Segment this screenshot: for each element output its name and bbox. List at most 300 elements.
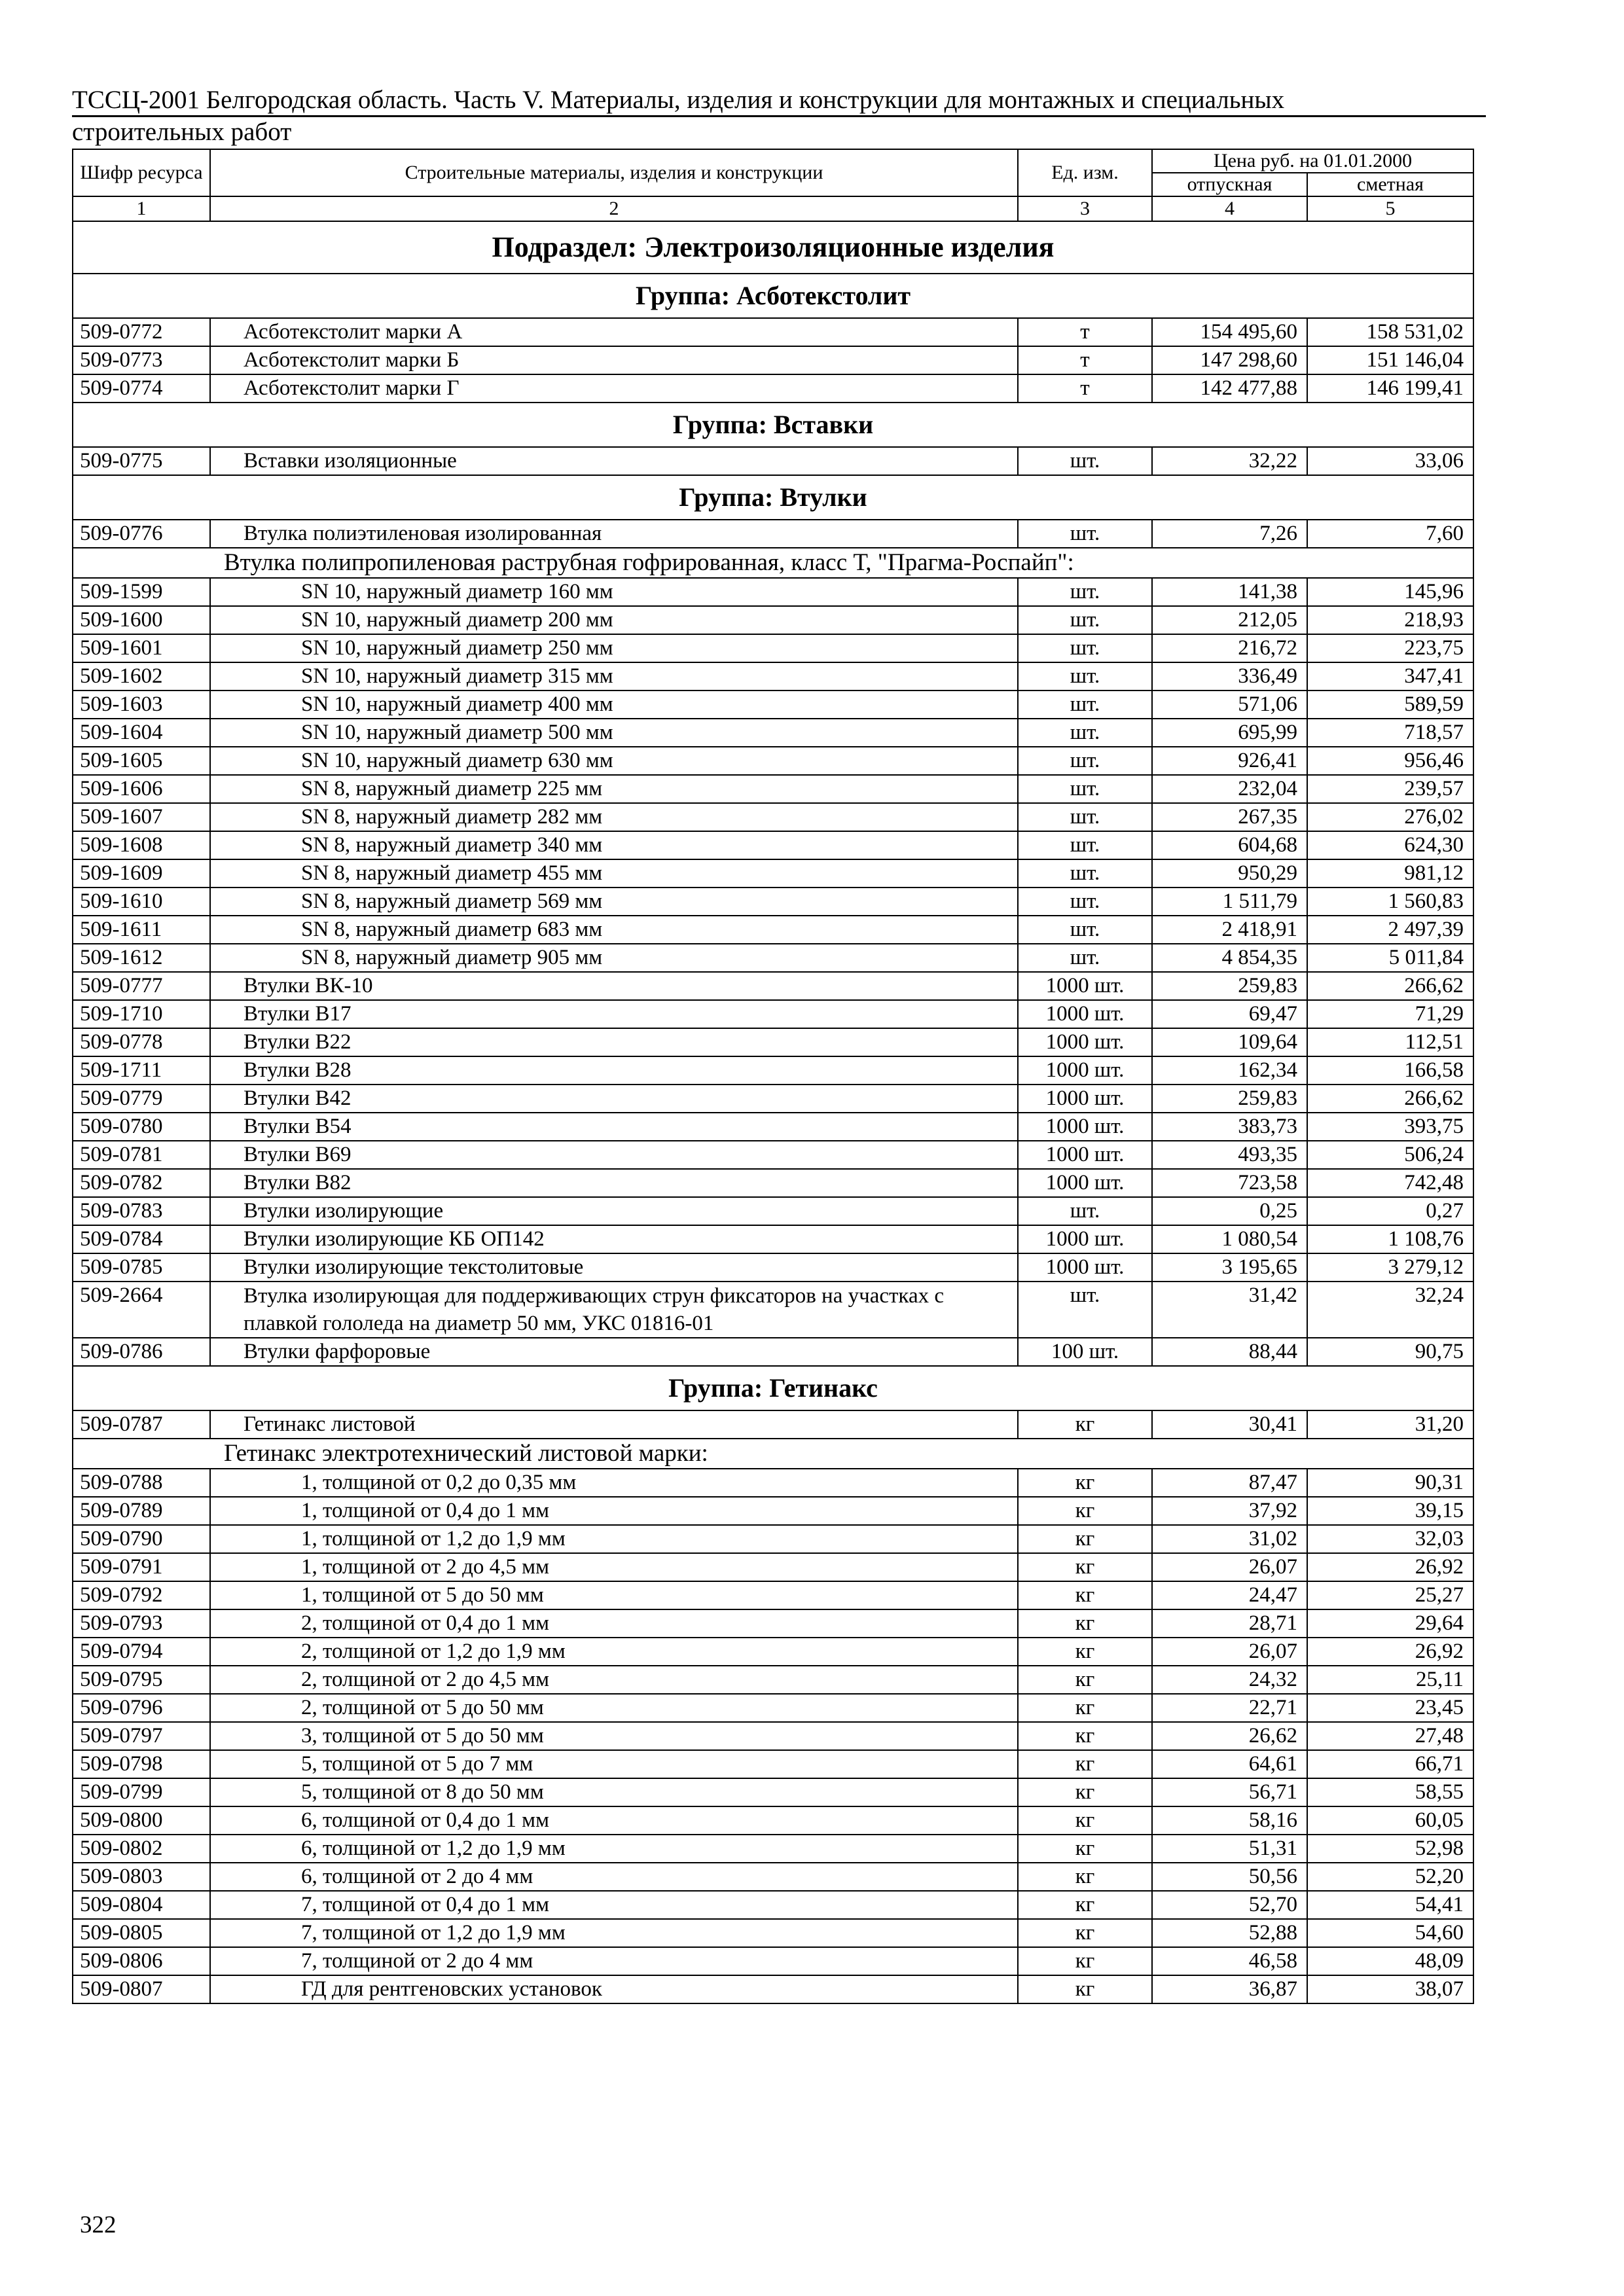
resource-code: 509-0787	[73, 1410, 210, 1439]
resource-code: 509-1610	[73, 888, 210, 916]
price-release: 28,71	[1152, 1609, 1307, 1638]
resource-code: 509-0807	[73, 1975, 210, 2003]
table-row	[73, 831, 1473, 859]
resource-code: 509-1603	[73, 691, 210, 719]
table-row	[73, 1000, 1473, 1028]
table-row	[73, 1778, 1473, 1806]
table-row	[73, 1085, 1473, 1113]
price-release: 87,47	[1152, 1469, 1307, 1497]
page-number: 322	[80, 2212, 117, 2238]
price-release: 232,04	[1152, 775, 1307, 803]
table-row	[73, 1141, 1473, 1169]
column-number: 5	[1307, 196, 1473, 221]
resource-code: 509-0794	[73, 1638, 210, 1666]
unit-of-measure: шт.	[1018, 447, 1152, 475]
unit-of-measure: 1000 шт.	[1018, 1169, 1152, 1197]
price-release: 259,83	[1152, 1085, 1307, 1113]
material-name: 1, толщиной от 0,4 до 1 мм	[210, 1497, 1018, 1525]
price-release: 52,70	[1152, 1891, 1307, 1919]
resource-code: 509-1608	[73, 831, 210, 859]
price-estimate: 52,98	[1307, 1835, 1473, 1863]
material-name: Втулки В54	[210, 1113, 1018, 1141]
price-estimate: 506,24	[1307, 1141, 1473, 1169]
column-header-price: Цена руб. на 01.01.2000	[1152, 149, 1473, 173]
unit-of-measure: кг	[1018, 1581, 1152, 1609]
price-estimate: 48,09	[1307, 1947, 1473, 1975]
unit-of-measure: 1000 шт.	[1018, 1000, 1152, 1028]
material-name: 2, толщиной от 0,4 до 1 мм	[210, 1609, 1018, 1638]
material-name: Втулки В82	[210, 1169, 1018, 1197]
table-row	[73, 374, 1473, 403]
material-name: SN 10, наружный диаметр 400 мм	[210, 691, 1018, 719]
table-row	[73, 859, 1473, 888]
material-name: SN 8, наружный диаметр 455 мм	[210, 859, 1018, 888]
material-name: 3, толщиной от 5 до 50 мм	[210, 1722, 1018, 1750]
resource-code: 509-0803	[73, 1863, 210, 1891]
resource-code: 509-0806	[73, 1947, 210, 1975]
price-release: 46,58	[1152, 1947, 1307, 1975]
price-estimate: 981,12	[1307, 859, 1473, 888]
price-estimate: 60,05	[1307, 1806, 1473, 1835]
table-row	[73, 1338, 1473, 1366]
price-release: 26,62	[1152, 1722, 1307, 1750]
price-estimate: 146 199,41	[1307, 374, 1473, 403]
unit-of-measure: кг	[1018, 1722, 1152, 1750]
material-name: SN 8, наружный диаметр 905 мм	[210, 944, 1018, 972]
table-row	[73, 578, 1473, 606]
price-release: 2 418,91	[1152, 916, 1307, 944]
unit-of-measure: кг	[1018, 1410, 1152, 1439]
price-release: 56,71	[1152, 1778, 1307, 1806]
price-release: 604,68	[1152, 831, 1307, 859]
price-estimate: 718,57	[1307, 719, 1473, 747]
table-row	[73, 972, 1473, 1000]
unit-of-measure: шт.	[1018, 691, 1152, 719]
price-estimate: 32,24	[1307, 1282, 1473, 1338]
subsection-header	[73, 221, 1473, 274]
table-row	[73, 1750, 1473, 1778]
document-title-line1: ТССЦ-2001 Белгородская область. Часть V. Материалы, изделия и конструкции для монтажных и специальных	[72, 85, 1486, 117]
resource-code: 509-1605	[73, 747, 210, 775]
resource-code: 509-0775	[73, 447, 210, 475]
group-title: Группа: Гетинакс	[73, 1366, 1473, 1410]
material-name: SN 10, наружный диаметр 200 мм	[210, 606, 1018, 634]
resource-code: 509-0779	[73, 1085, 210, 1113]
resource-code: 509-2664	[73, 1282, 210, 1338]
material-name: SN 10, наружный диаметр 315 мм	[210, 662, 1018, 691]
column-header-price-estimate: сметная	[1307, 173, 1473, 196]
price-release: 3 195,65	[1152, 1253, 1307, 1282]
item-subheader	[73, 548, 1473, 578]
price-estimate: 742,48	[1307, 1169, 1473, 1197]
table-row	[73, 916, 1473, 944]
resource-code: 509-1711	[73, 1056, 210, 1085]
price-release: 383,73	[1152, 1113, 1307, 1141]
material-name: 7, толщиной от 1,2 до 1,9 мм	[210, 1919, 1018, 1947]
price-estimate: 90,75	[1307, 1338, 1473, 1366]
price-estimate: 223,75	[1307, 634, 1473, 662]
material-name: SN 8, наружный диаметр 225 мм	[210, 775, 1018, 803]
table-row	[73, 1553, 1473, 1581]
group-header	[73, 403, 1473, 447]
price-release: 950,29	[1152, 859, 1307, 888]
table-row	[73, 1056, 1473, 1085]
unit-of-measure: шт.	[1018, 775, 1152, 803]
unit-of-measure: шт.	[1018, 634, 1152, 662]
table-row	[73, 1169, 1473, 1197]
price-estimate: 90,31	[1307, 1469, 1473, 1497]
table-row	[73, 1497, 1473, 1525]
material-name: Асботекстолит марки А	[210, 318, 1018, 346]
unit-of-measure: 1000 шт.	[1018, 1225, 1152, 1253]
price-estimate: 71,29	[1307, 1000, 1473, 1028]
group-header	[73, 274, 1473, 318]
price-estimate: 23,45	[1307, 1694, 1473, 1722]
material-name: Втулки В22	[210, 1028, 1018, 1056]
material-name: 6, толщиной от 2 до 4 мм	[210, 1863, 1018, 1891]
unit-of-measure: кг	[1018, 1891, 1152, 1919]
table-row	[73, 1666, 1473, 1694]
material-name: Втулка изолирующая для поддерживающих струн фиксаторов на участках с плавкой гололеда на диаметр 50 мм, УКС 01816-01	[210, 1282, 1018, 1338]
table-row	[73, 1891, 1473, 1919]
group-title: Группа: Вставки	[73, 403, 1473, 447]
price-estimate: 1 560,83	[1307, 888, 1473, 916]
table-row	[73, 1947, 1473, 1975]
price-estimate: 26,92	[1307, 1638, 1473, 1666]
price-estimate: 276,02	[1307, 803, 1473, 831]
unit-of-measure: шт.	[1018, 803, 1152, 831]
unit-of-measure: шт.	[1018, 606, 1152, 634]
material-name: Втулки изолирующие КБ ОП142	[210, 1225, 1018, 1253]
unit-of-measure: шт.	[1018, 831, 1152, 859]
resource-code: 509-1609	[73, 859, 210, 888]
resource-code: 509-0780	[73, 1113, 210, 1141]
table-row	[73, 719, 1473, 747]
price-release: 1 080,54	[1152, 1225, 1307, 1253]
material-name: Втулки изолирующие текстолитовые	[210, 1253, 1018, 1282]
unit-of-measure: кг	[1018, 1638, 1152, 1666]
material-name: 2, толщиной от 1,2 до 1,9 мм	[210, 1638, 1018, 1666]
price-release: 109,64	[1152, 1028, 1307, 1056]
table-row	[73, 520, 1473, 548]
price-release: 50,56	[1152, 1863, 1307, 1891]
price-estimate: 66,71	[1307, 1750, 1473, 1778]
material-name: SN 10, наружный диаметр 160 мм	[210, 578, 1018, 606]
table-row	[73, 318, 1473, 346]
material-name: Асботекстолит марки Б	[210, 346, 1018, 374]
material-name: Втулка полиэтиленовая изолированная	[210, 520, 1018, 548]
table-row	[73, 1525, 1473, 1553]
price-estimate: 5 011,84	[1307, 944, 1473, 972]
group-title: Группа: Втулки	[73, 475, 1473, 520]
unit-of-measure: кг	[1018, 1609, 1152, 1638]
column-header-price-release: отпускная	[1152, 173, 1307, 196]
material-name: 1, толщиной от 1,2 до 1,9 мм	[210, 1525, 1018, 1553]
price-release: 37,92	[1152, 1497, 1307, 1525]
price-release: 36,87	[1152, 1975, 1307, 2003]
material-name: SN 8, наружный диаметр 282 мм	[210, 803, 1018, 831]
table-row	[73, 1197, 1473, 1225]
price-estimate: 151 146,04	[1307, 346, 1473, 374]
material-name: Втулки ВК-10	[210, 972, 1018, 1000]
unit-of-measure: шт.	[1018, 747, 1152, 775]
resource-code: 509-0796	[73, 1694, 210, 1722]
price-release: 162,34	[1152, 1056, 1307, 1085]
material-name: ГД для рентгеновских установок	[210, 1975, 1018, 2003]
unit-of-measure: кг	[1018, 1806, 1152, 1835]
price-release: 26,07	[1152, 1638, 1307, 1666]
resource-code: 509-0778	[73, 1028, 210, 1056]
resource-code: 509-1601	[73, 634, 210, 662]
unit-of-measure: шт.	[1018, 662, 1152, 691]
unit-of-measure: шт.	[1018, 520, 1152, 548]
subsection-title: Подраздел: Электроизоляционные изделия	[73, 221, 1473, 274]
price-release: 336,49	[1152, 662, 1307, 691]
price-release: 695,99	[1152, 719, 1307, 747]
unit-of-measure: кг	[1018, 1778, 1152, 1806]
material-name: 2, толщиной от 5 до 50 мм	[210, 1694, 1018, 1722]
resource-code: 509-0799	[73, 1778, 210, 1806]
unit-of-measure: кг	[1018, 1919, 1152, 1947]
price-estimate: 145,96	[1307, 578, 1473, 606]
table-row	[73, 1975, 1473, 2003]
resource-code: 509-0784	[73, 1225, 210, 1253]
resource-code: 509-0782	[73, 1169, 210, 1197]
item-subheader-title: Гетинакс электротехнический листовой марки:	[73, 1439, 1473, 1469]
column-header-code: Шифр ресурса	[73, 149, 210, 196]
unit-of-measure: кг	[1018, 1553, 1152, 1581]
unit-of-measure: т	[1018, 374, 1152, 403]
price-release: 147 298,60	[1152, 346, 1307, 374]
price-release: 216,72	[1152, 634, 1307, 662]
material-name: SN 8, наружный диаметр 340 мм	[210, 831, 1018, 859]
price-release: 24,47	[1152, 1581, 1307, 1609]
unit-of-measure: 1000 шт.	[1018, 1113, 1152, 1141]
unit-of-measure: кг	[1018, 1975, 1152, 2003]
table-row	[73, 1694, 1473, 1722]
price-release: 142 477,88	[1152, 374, 1307, 403]
table-row	[73, 1225, 1473, 1253]
resource-code: 509-0776	[73, 520, 210, 548]
resource-code: 509-1611	[73, 916, 210, 944]
material-name: Гетинакс листовой	[210, 1410, 1018, 1439]
price-estimate: 58,55	[1307, 1778, 1473, 1806]
price-release: 30,41	[1152, 1410, 1307, 1439]
price-estimate: 29,64	[1307, 1609, 1473, 1638]
group-title: Группа: Асботекстолит	[73, 274, 1473, 318]
table-row	[73, 662, 1473, 691]
unit-of-measure: кг	[1018, 1750, 1152, 1778]
price-estimate: 7,60	[1307, 520, 1473, 548]
price-release: 141,38	[1152, 578, 1307, 606]
table-row	[73, 1581, 1473, 1609]
table-row	[73, 1609, 1473, 1638]
price-estimate: 347,41	[1307, 662, 1473, 691]
price-release: 69,47	[1152, 1000, 1307, 1028]
unit-of-measure: кг	[1018, 1694, 1152, 1722]
table-row	[73, 1835, 1473, 1863]
price-release: 267,35	[1152, 803, 1307, 831]
resource-code: 509-1600	[73, 606, 210, 634]
table-row	[73, 1722, 1473, 1750]
price-estimate: 27,48	[1307, 1722, 1473, 1750]
price-release: 723,58	[1152, 1169, 1307, 1197]
unit-of-measure: кг	[1018, 1835, 1152, 1863]
price-estimate: 2 497,39	[1307, 916, 1473, 944]
resource-code: 509-0804	[73, 1891, 210, 1919]
unit-of-measure: кг	[1018, 1497, 1152, 1525]
column-header-unit: Ед. изм.	[1018, 149, 1152, 196]
resource-code: 509-1607	[73, 803, 210, 831]
unit-of-measure: т	[1018, 318, 1152, 346]
unit-of-measure: шт.	[1018, 719, 1152, 747]
material-name: Втулки В28	[210, 1056, 1018, 1085]
price-estimate: 3 279,12	[1307, 1253, 1473, 1282]
table-row	[73, 775, 1473, 803]
table-row	[73, 944, 1473, 972]
unit-of-measure: 1000 шт.	[1018, 1253, 1152, 1282]
resource-code: 509-0772	[73, 318, 210, 346]
price-release: 31,42	[1152, 1282, 1307, 1338]
unit-of-measure: 1000 шт.	[1018, 1085, 1152, 1113]
table-row	[73, 606, 1473, 634]
price-estimate: 624,30	[1307, 831, 1473, 859]
resource-code: 509-0773	[73, 346, 210, 374]
price-release: 4 854,35	[1152, 944, 1307, 972]
table-row	[73, 1638, 1473, 1666]
unit-of-measure: 1000 шт.	[1018, 1028, 1152, 1056]
material-name: SN 10, наружный диаметр 630 мм	[210, 747, 1018, 775]
price-estimate: 239,57	[1307, 775, 1473, 803]
group-header	[73, 475, 1473, 520]
material-name: 5, толщиной от 8 до 50 мм	[210, 1778, 1018, 1806]
material-name: 7, толщиной от 0,4 до 1 мм	[210, 1891, 1018, 1919]
table-row	[73, 1410, 1473, 1439]
unit-of-measure: 1000 шт.	[1018, 1141, 1152, 1169]
resource-code: 509-0774	[73, 374, 210, 403]
price-release: 51,31	[1152, 1835, 1307, 1863]
table-row	[73, 346, 1473, 374]
table-row	[73, 1863, 1473, 1891]
resource-code: 509-0789	[73, 1497, 210, 1525]
column-number: 3	[1018, 196, 1152, 221]
document-title-line2: строительных работ	[72, 118, 292, 146]
material-name: 6, толщиной от 0,4 до 1 мм	[210, 1806, 1018, 1835]
table-row	[73, 888, 1473, 916]
material-name: 1, толщиной от 5 до 50 мм	[210, 1581, 1018, 1609]
table-row	[73, 447, 1473, 475]
price-estimate: 31,20	[1307, 1410, 1473, 1439]
material-name: 1, толщиной от 0,2 до 0,35 мм	[210, 1469, 1018, 1497]
material-name: Втулки фарфоровые	[210, 1338, 1018, 1366]
resource-code: 509-0793	[73, 1609, 210, 1638]
price-release: 26,07	[1152, 1553, 1307, 1581]
resource-code: 509-1602	[73, 662, 210, 691]
price-release: 259,83	[1152, 972, 1307, 1000]
unit-of-measure: шт.	[1018, 1197, 1152, 1225]
price-estimate: 25,11	[1307, 1666, 1473, 1694]
resource-code: 509-0785	[73, 1253, 210, 1282]
table-row	[73, 747, 1473, 775]
column-number: 1	[73, 196, 210, 221]
item-subheader-title: Втулка полипропиленовая раструбная гофрированная, класс Т, "Прагма-Роспайп":	[73, 548, 1473, 578]
material-name: 1, толщиной от 2 до 4,5 мм	[210, 1553, 1018, 1581]
material-name: Втулки В17	[210, 1000, 1018, 1028]
resource-code: 509-0788	[73, 1469, 210, 1497]
table-row	[73, 1919, 1473, 1947]
table-row	[73, 1282, 1473, 1338]
price-estimate: 158 531,02	[1307, 318, 1473, 346]
resource-code: 509-0798	[73, 1750, 210, 1778]
price-estimate: 266,62	[1307, 972, 1473, 1000]
resource-code: 509-1612	[73, 944, 210, 972]
unit-of-measure: шт.	[1018, 888, 1152, 916]
column-numbers-row	[73, 196, 1473, 221]
material-name: SN 8, наружный диаметр 683 мм	[210, 916, 1018, 944]
table-row	[73, 691, 1473, 719]
unit-of-measure: шт.	[1018, 859, 1152, 888]
column-number: 2	[210, 196, 1018, 221]
material-name: 2, толщиной от 2 до 4,5 мм	[210, 1666, 1018, 1694]
resource-code: 509-0802	[73, 1835, 210, 1863]
material-name: Асботекстолит марки Г	[210, 374, 1018, 403]
unit-of-measure: шт.	[1018, 916, 1152, 944]
price-estimate: 393,75	[1307, 1113, 1473, 1141]
table-row	[73, 1806, 1473, 1835]
price-release: 0,25	[1152, 1197, 1307, 1225]
unit-of-measure: 1000 шт.	[1018, 1056, 1152, 1085]
item-subheader	[73, 1439, 1473, 1469]
resource-code: 509-0805	[73, 1919, 210, 1947]
material-name: Втулки В69	[210, 1141, 1018, 1169]
unit-of-measure: кг	[1018, 1525, 1152, 1553]
material-name: Втулки В42	[210, 1085, 1018, 1113]
material-name: 7, толщиной от 2 до 4 мм	[210, 1947, 1018, 1975]
price-release: 32,22	[1152, 447, 1307, 475]
table-row	[73, 634, 1473, 662]
unit-of-measure: шт.	[1018, 944, 1152, 972]
price-release: 31,02	[1152, 1525, 1307, 1553]
resource-code: 509-1604	[73, 719, 210, 747]
price-estimate: 218,93	[1307, 606, 1473, 634]
price-estimate: 54,41	[1307, 1891, 1473, 1919]
resource-code: 509-1710	[73, 1000, 210, 1028]
resource-code: 509-0783	[73, 1197, 210, 1225]
price-release: 571,06	[1152, 691, 1307, 719]
price-estimate: 33,06	[1307, 447, 1473, 475]
material-name: 5, толщиной от 5 до 7 мм	[210, 1750, 1018, 1778]
column-header-name: Строительные материалы, изделия и конструкции	[210, 149, 1018, 196]
unit-of-measure: 100 шт.	[1018, 1338, 1152, 1366]
material-name: SN 8, наружный диаметр 569 мм	[210, 888, 1018, 916]
price-estimate: 0,27	[1307, 1197, 1473, 1225]
price-release: 88,44	[1152, 1338, 1307, 1366]
price-release: 1 511,79	[1152, 888, 1307, 916]
price-estimate: 589,59	[1307, 691, 1473, 719]
price-estimate: 52,20	[1307, 1863, 1473, 1891]
price-release: 24,32	[1152, 1666, 1307, 1694]
resource-code: 509-1606	[73, 775, 210, 803]
price-release: 22,71	[1152, 1694, 1307, 1722]
table-row	[73, 1028, 1473, 1056]
resource-code: 509-0800	[73, 1806, 210, 1835]
price-estimate: 26,92	[1307, 1553, 1473, 1581]
resource-code: 509-0792	[73, 1581, 210, 1609]
price-estimate: 54,60	[1307, 1919, 1473, 1947]
price-estimate: 39,15	[1307, 1497, 1473, 1525]
unit-of-measure: шт.	[1018, 1282, 1152, 1338]
resource-code: 509-0790	[73, 1525, 210, 1553]
